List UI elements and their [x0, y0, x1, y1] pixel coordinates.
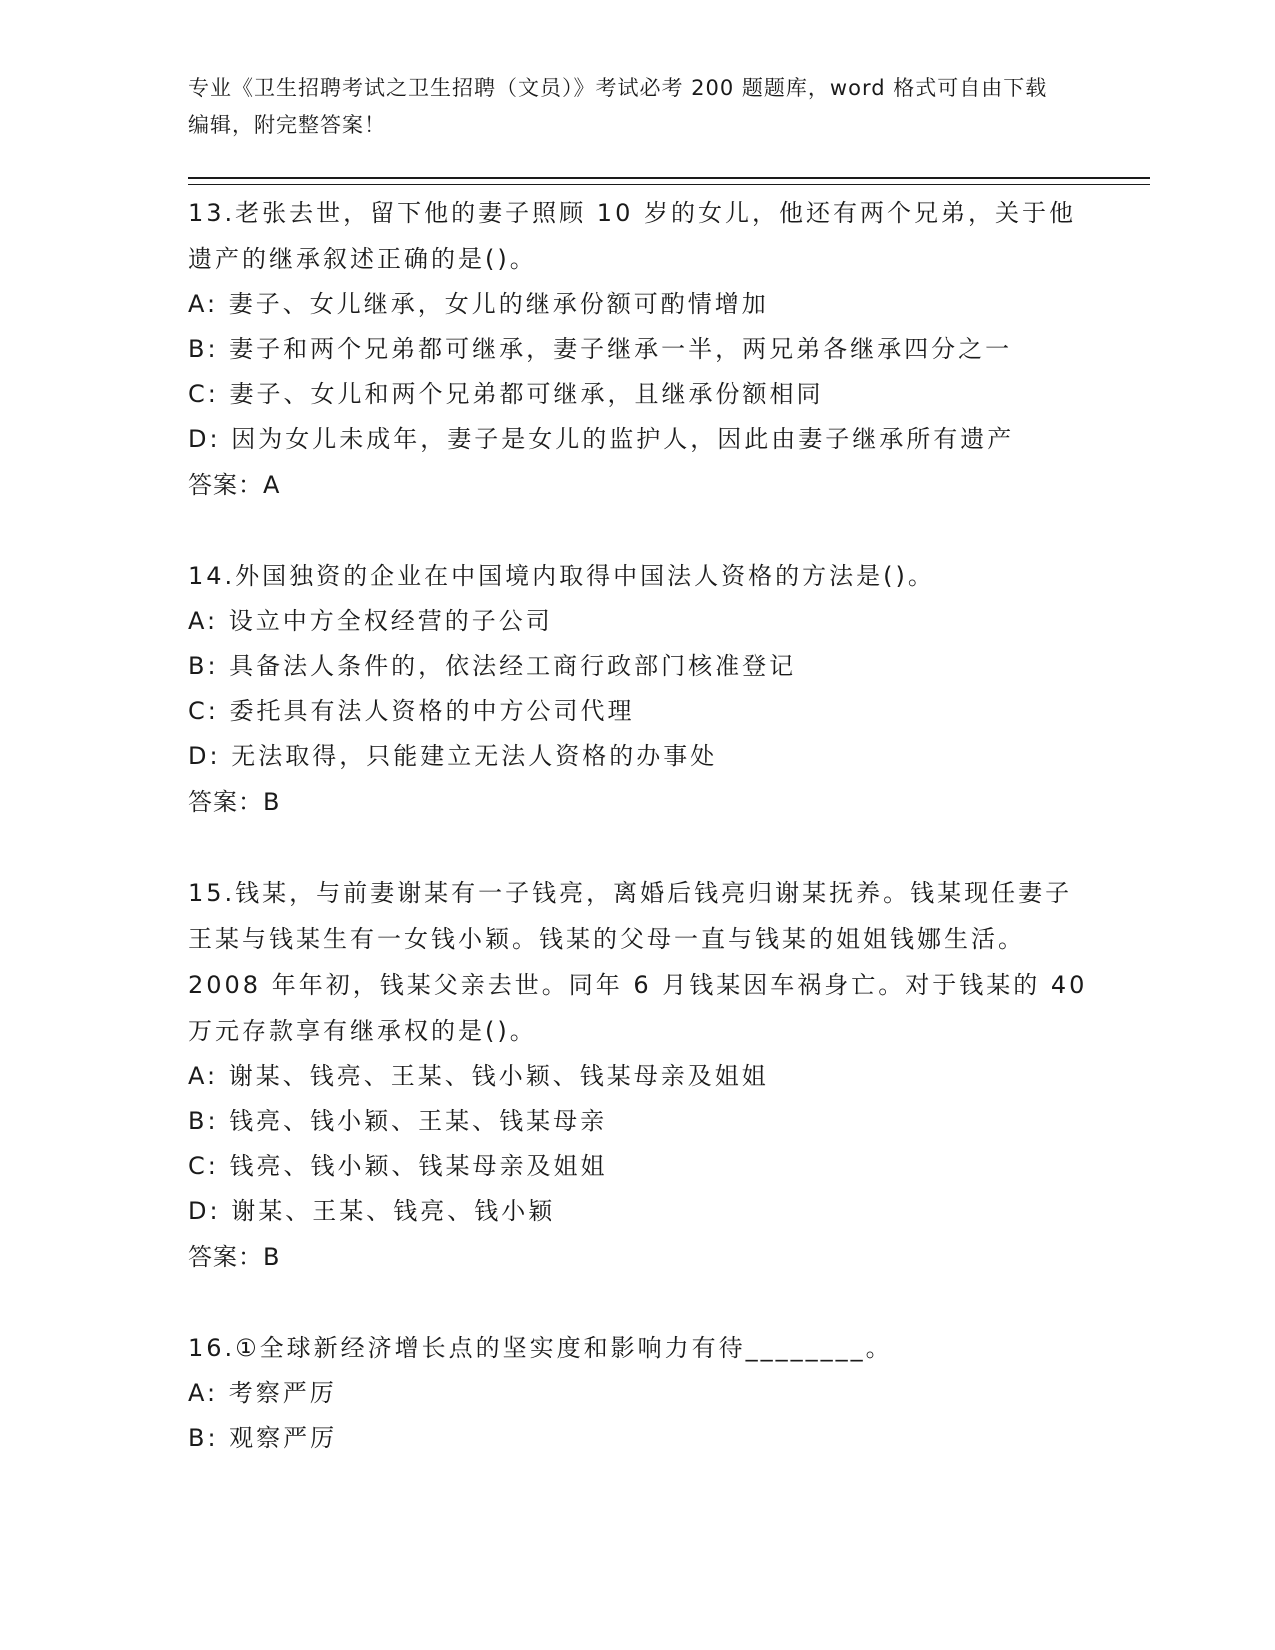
question-13 [188, 190, 1088, 508]
option-b: B: 观察严厉 [188, 1424, 338, 1452]
header-rule-thick [188, 177, 1150, 179]
option-a: A: 妻子、女儿继承，女儿的继承份额可酌情增加 [188, 290, 769, 318]
option-c: C: 妻子、女儿和两个兄弟都可继承，且继承份额相同 [188, 380, 824, 408]
option-b: B: 钱亮、钱小颖、王某、钱某母亲 [188, 1107, 608, 1135]
option-a: A: 考察严厉 [188, 1379, 337, 1407]
answer-line: 答案：B [188, 788, 281, 816]
option-c: C: 委托具有法人资格的中方公司代理 [188, 697, 635, 725]
question-stem: 16.①全球新经济增长点的坚实度和影响力有待________。 [188, 1334, 893, 1362]
answer-line: 答案：A [188, 471, 281, 499]
option-d: D: 谢某、王某、钱亮、钱小颖 [188, 1197, 556, 1225]
header-rule-thin [188, 184, 1150, 185]
question-14 [188, 553, 1088, 825]
question-stem: 13.老张去世，留下他的妻子照顾 10 岁的女儿，他还有两个兄弟，关于他遗产的继承叙述正确的是()。 [188, 199, 1076, 273]
document-header: 专业《卫生招聘考试之卫生招聘（文员）》考试必考 200 题题库，word 格式可自由下载编辑，附完整答案！ [188, 76, 1048, 137]
option-a: A: 设立中方全权经营的子公司 [188, 607, 553, 635]
question-stem: 15.钱某，与前妻谢某有一子钱亮，离婚后钱亮归谢某抚养。钱某现任妻子王某与钱某生有一女钱小颖。钱某的父母一直与钱某的姐姐钱娜生活。2008 年年初，钱某父亲去世。同年 6 月钱某因车祸身亡。对于钱某的 40 万元存款享有继承权的是()。 [188, 879, 1088, 1045]
answer-line: 答案：B [188, 1243, 281, 1271]
option-b: B: 妻子和两个兄弟都可继承，妻子继承一半，两兄弟各继承四分之一 [188, 335, 1013, 363]
option-d: D: 无法取得，只能建立无法人资格的办事处 [188, 742, 718, 770]
question-15 [188, 870, 1088, 1280]
option-a: A: 谢某、钱亮、王某、钱小颖、钱某母亲及姐姐 [188, 1062, 769, 1090]
option-d: D: 因为女儿未成年，妻子是女儿的监护人，因此由妻子继承所有遗产 [188, 425, 1015, 453]
option-b: B: 具备法人条件的，依法经工商行政部门核准登记 [188, 652, 797, 680]
question-16 [188, 1325, 1088, 1461]
option-c: C: 钱亮、钱小颖、钱某母亲及姐姐 [188, 1152, 608, 1180]
question-list [188, 190, 1088, 1506]
question-stem: 14.外国独资的企业在中国境内取得中国法人资格的方法是()。 [188, 562, 935, 590]
